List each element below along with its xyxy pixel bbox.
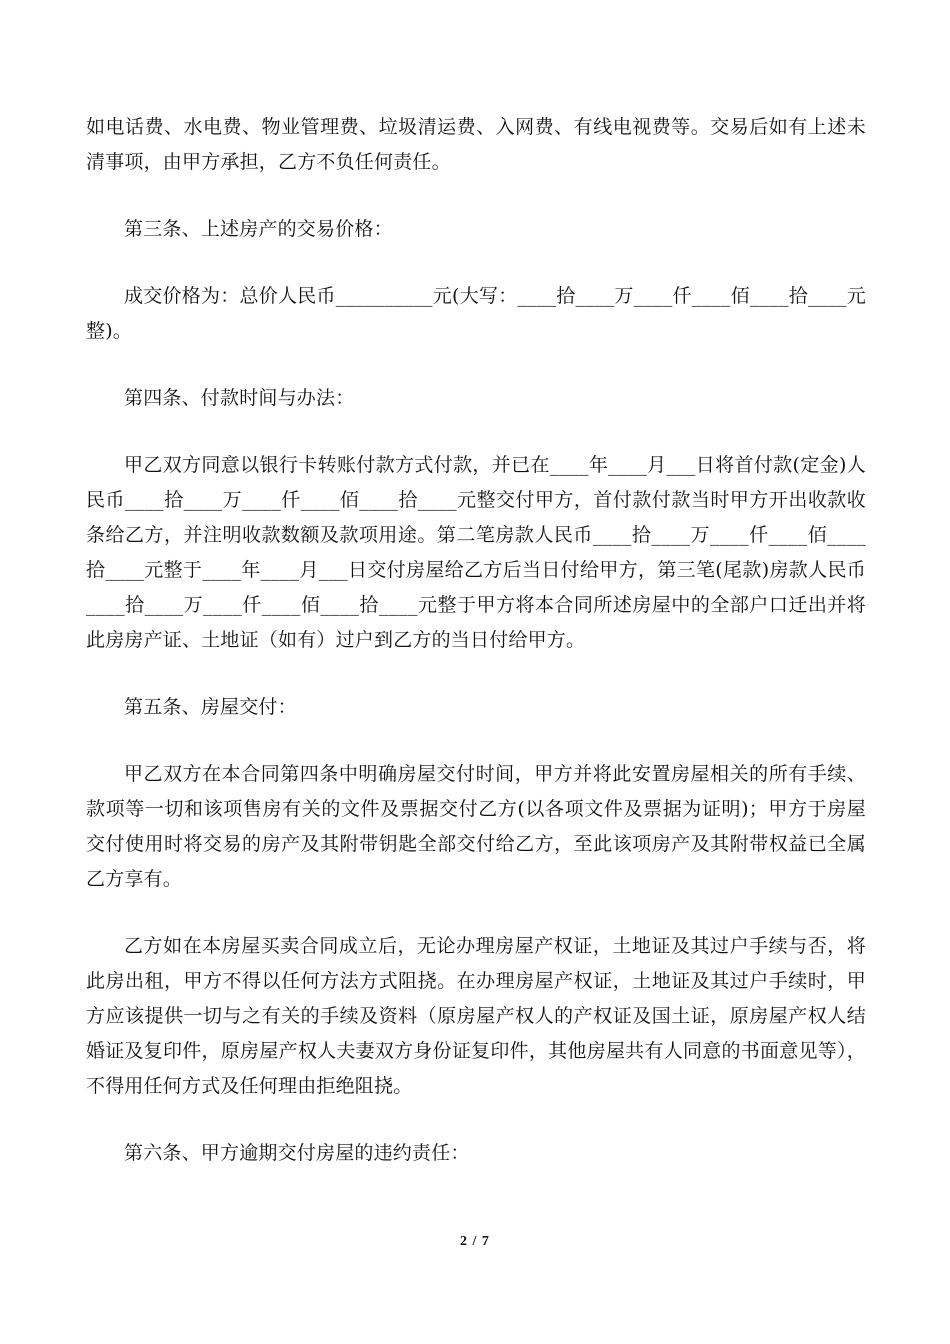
price-paragraph: 成交价格为：总价人民币__________元(大写：____拾____万____仟____佰____拾____元整)。 <box>86 285 866 342</box>
rental-paragraph: 乙方如在本房屋买卖合同成立后，无论办理房屋产权证，土地证及其过户手续与否，将此房出租，甲方不得以任何方法方式阻挠。在办理房屋产权证，土地证及其过户手续时，甲方应该提供一切与之有关的手续及资料（原房屋产权人的产权证及国土证，原房屋产权人结婚证及复印件，原房屋产权人夫妻双方身份证复印件，其他房屋共有人同意的书面意见等），不得用任何方式及任何理由拒绝阻挠。 <box>86 935 866 1097</box>
article-6-heading: 第六条、甲方逾期交付房屋的违约责任： <box>124 1142 470 1164</box>
payment-paragraph: 甲乙双方同意以银行卡转账付款方式付款，并已在____年____月___日将首付款(定金)人民币____拾____万____仟____佰____拾____元整交付甲方，首付款付款当时甲方开出收款收条给乙方，并注明收款数额及款项用途。第二笔房款人民币____拾____万____仟____佰____拾____元整于____年____月___日交付房屋给乙方后当日付给甲方，第三笔(尾款)房款人民币____拾____万____仟____佰____拾____元整于甲方将本合同所述房屋中的全部户口迁出并将此房房产证、土地证（如有）过户到乙方的当日付给甲方。 <box>86 454 866 651</box>
article-5-heading: 第五条、房屋交付： <box>124 696 297 718</box>
document-body <box>86 110 866 1171</box>
delivery-paragraph: 甲乙双方在本合同第四条中明确房屋交付时间，甲方并将此安置房屋相关的所有手续、款项等一切和该项售房有关的文件及票据交付乙方(以各项文件及票据为证明)；甲方于房屋交付使用时将交易的房产及其附带钥匙全部交付给乙方，至此该项房产及其附带权益已全属乙方享有。 <box>86 763 866 890</box>
article-4-heading: 第四条、付款时间与办法： <box>124 387 355 409</box>
page-indicator: 2 / 7 <box>460 1234 490 1249</box>
article-3-heading: 第三条、上述房产的交易价格： <box>124 218 393 240</box>
paragraph-continued: 如电话费、水电费、物业管理费、垃圾清运费、入网费、有线电视费等。交易后如有上述未清事项，由甲方承担，乙方不负任何责任。 <box>86 116 866 173</box>
